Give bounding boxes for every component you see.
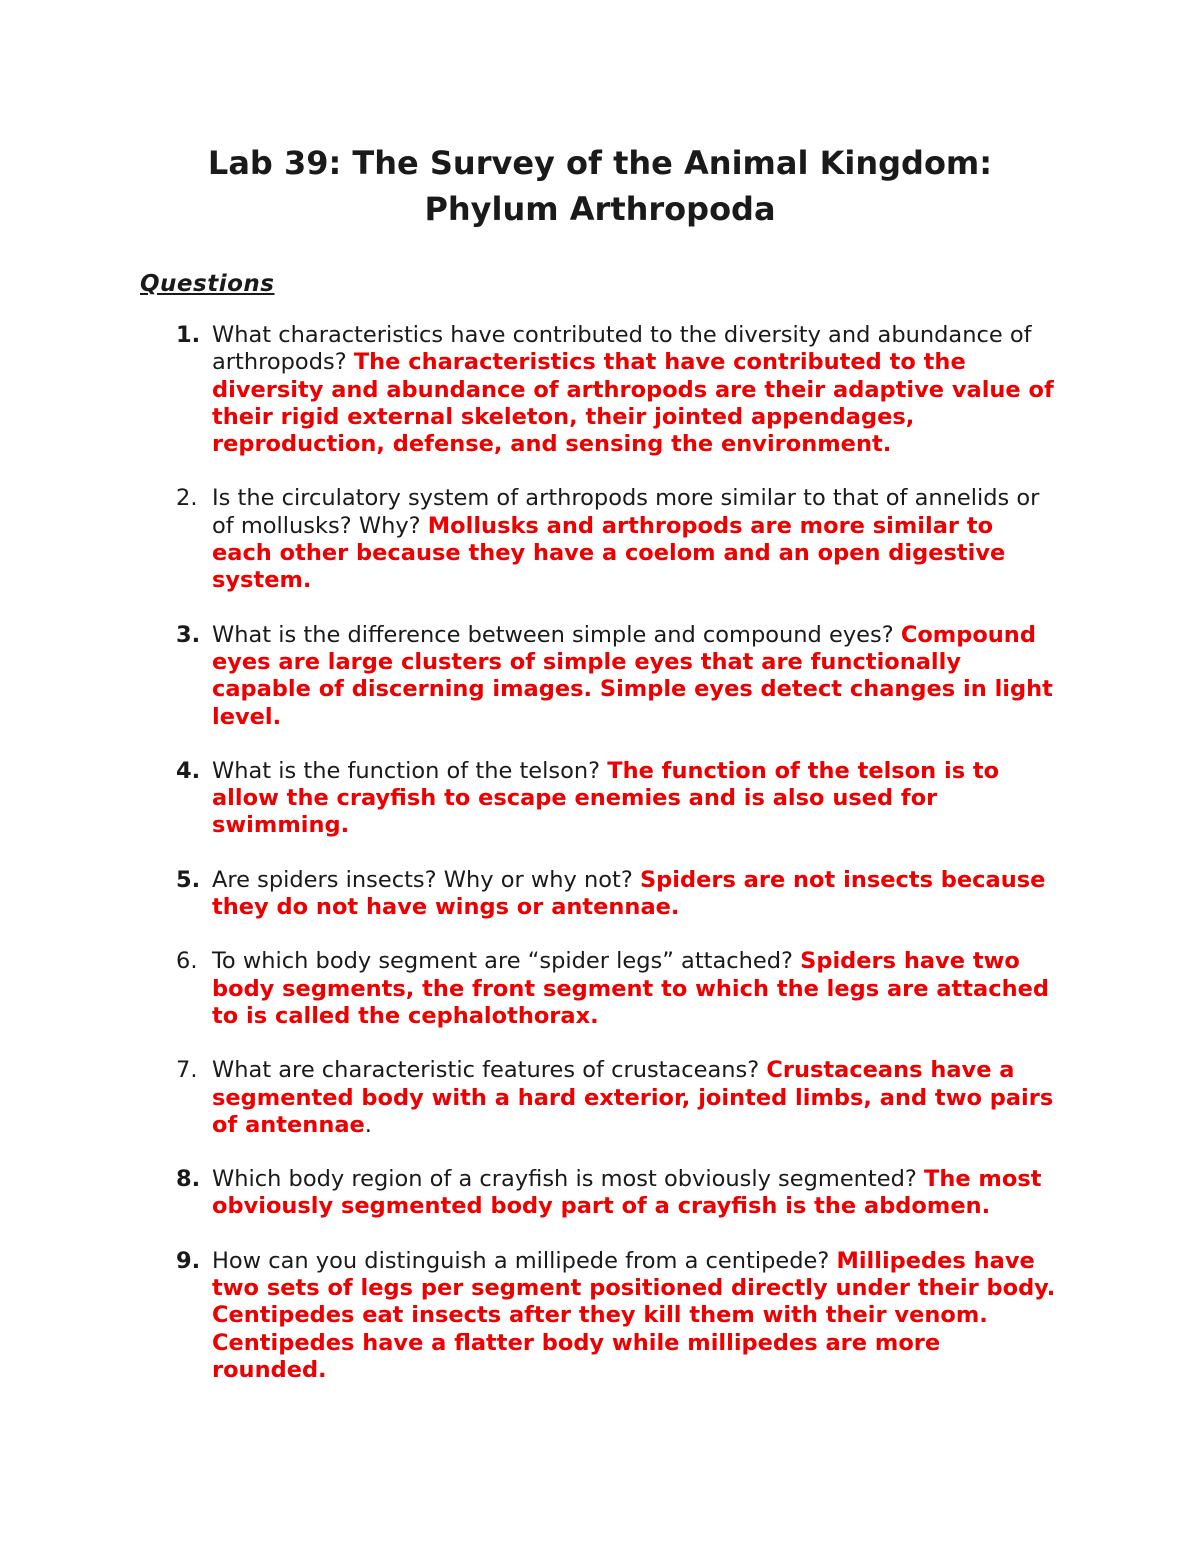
question-item-5 — [140, 867, 1060, 922]
question-item-8 — [140, 1166, 1060, 1221]
question-item-3 — [140, 622, 1060, 731]
title-line-2: Phylum Arthropoda — [424, 190, 776, 228]
question-text: What is the function of the telson? — [212, 757, 608, 784]
question-number: 2. — [176, 485, 198, 512]
question-item-2 — [140, 485, 1060, 594]
answer-text: Mollusks and arthropods are more similar to each other because they have a coelom and an open digestive system. — [212, 512, 1006, 594]
question-text: What characteristics have contributed to the diversity and abundance of arthropods? — [212, 322, 1032, 376]
answer-text: The most obviously segmented body part of a crayfish is the abdomen. — [212, 1166, 1042, 1220]
section-heading: Questions — [140, 271, 275, 297]
question-number: 3. — [176, 621, 201, 648]
answer-text: Crustaceans have a segmented body with a hard exterior, jointed limbs, and two pairs of antennae — [212, 1057, 1054, 1138]
question-item-6 — [140, 948, 1060, 1030]
trailing-text: . — [364, 1111, 372, 1138]
answer-text: Spiders have two body segments, the front segment to which the legs are attached to is called the cephalothorax. — [212, 948, 1049, 1029]
question-text: How can you distinguish a millipede from a centipede? — [212, 1247, 837, 1274]
title-line-1: Lab 39: The Survey of the Animal Kingdom: — [207, 144, 993, 182]
question-number: 8. — [176, 1166, 201, 1193]
question-text: What are characteristic features of crustaceans? — [212, 1057, 767, 1084]
answer-text: The function of the telson is to allow the crayfish to escape enemies and is also used for swimming. — [212, 757, 1000, 839]
question-number: 7. — [176, 1057, 198, 1084]
question-text: Are spiders insects? Why or why not? — [212, 866, 640, 893]
question-item-7 — [140, 1057, 1060, 1139]
answer-text: The characteristics that have contributed to the diversity and abundance of arthropods are their adaptive value of their rigid external skeleton, their jointed appendages, reproduction, defense, and sensing the environment. — [212, 349, 1054, 458]
question-text: What is the difference between simple and compound eyes? — [212, 621, 901, 648]
question-item-1 — [140, 322, 1060, 458]
question-number: 5. — [176, 866, 201, 893]
question-list — [140, 322, 1060, 1384]
answer-text: Compound eyes are large clusters of simple eyes that are functionally capable of discerning images. Simple eyes detect changes in light level. — [212, 621, 1053, 730]
question-item-9 — [140, 1248, 1060, 1384]
question-text: Which body region of a crayfish is most obviously segmented? — [212, 1166, 924, 1193]
question-number: 1. — [176, 322, 201, 348]
question-text: To which body segment are “spider legs” attached? — [212, 948, 801, 975]
document-title — [140, 140, 1060, 232]
answer-text: Millipedes have two sets of legs per segment positioned directly under their body. Centipedes eat insects after they kill them with their venom. Centipedes have a flatter body while millipedes are more rounded. — [212, 1247, 1056, 1383]
question-text: Is the circulatory system of arthropods more similar to that of annelids or of mollusks? Why? — [212, 485, 1040, 539]
answer-text: Spiders are not insects because they do not have wings or antennae. — [212, 866, 1046, 921]
question-item-4 — [140, 758, 1060, 840]
question-number: 4. — [176, 757, 201, 784]
question-number: 9. — [176, 1247, 201, 1274]
question-number: 6. — [176, 948, 198, 975]
